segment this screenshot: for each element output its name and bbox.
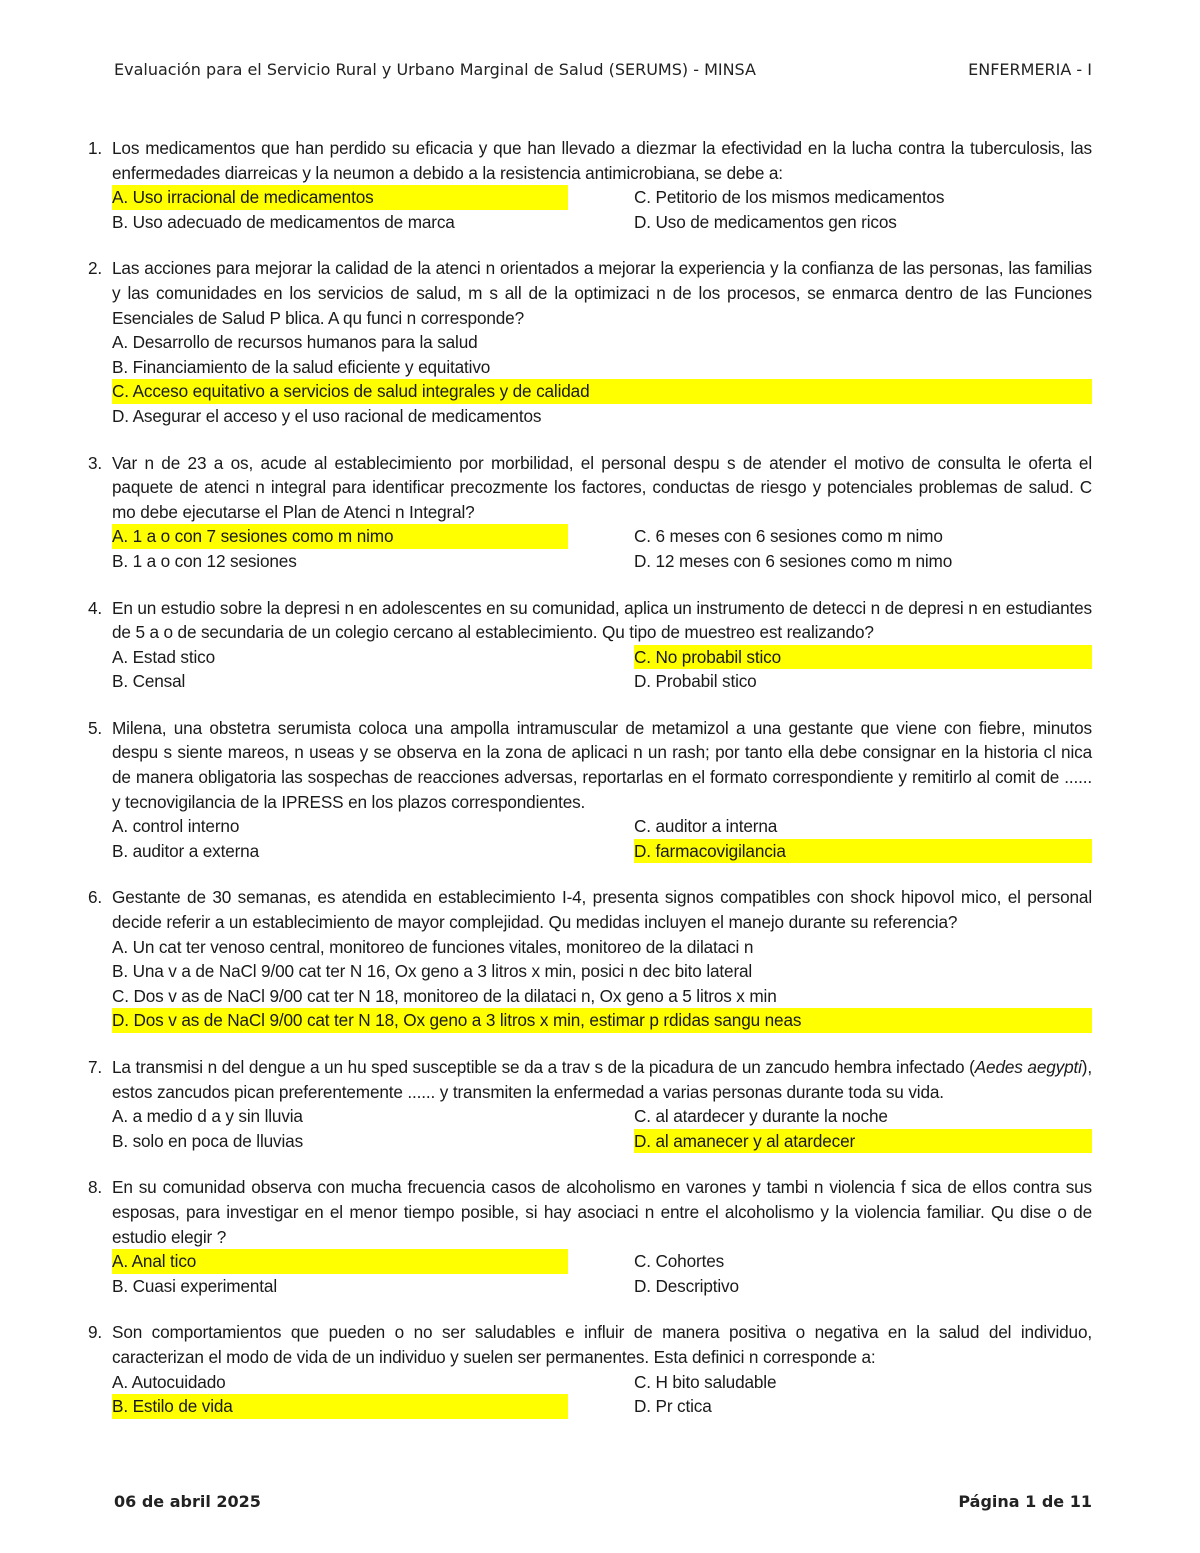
- option-b[interactable]: B. Una v a de NaCl 9/00 cat ter N 16, Ox geno a 3 litros x min, posici n dec bito lateral: [112, 961, 753, 982]
- option-c[interactable]: C. Dos v as de NaCl 9/00 cat ter N 18, monitoreo de la dilataci n, Ox geno a 5 litros x min: [112, 985, 777, 1006]
- option-d[interactable]: D. Pr ctica: [634, 1396, 712, 1417]
- option-c[interactable]: C. No probabil stico: [634, 645, 1092, 670]
- page-header: [114, 60, 1092, 79]
- question-2: [88, 256, 1092, 428]
- question-stem: Var n de 23 a os, acude al establecimiento por morbilidad, el personal despu s de atender el motivo de consulta le oferta el paquete de atenci n integral para identificar precozmente los factores, conductas de riesgo y potenciales problemas de salud. C mo debe ejecutarse el Plan de Atenci n Integral?: [112, 452, 1092, 522]
- question-stem: Son comportamientos que pueden o no ser saludables e influir de manera positiva o negativa en la salud del individuo, caracterizan el modo de vida de un individuo y suelen ser permanentes. Esta definici n corresponde a:: [112, 1322, 1092, 1367]
- question-number: 4.: [88, 597, 103, 618]
- question-number: 6.: [88, 887, 103, 908]
- header-section: ENFERMERIA - I: [968, 60, 1092, 79]
- option-c[interactable]: C. Petitorio de los mismos medicamentos: [634, 187, 945, 208]
- question-3: [88, 451, 1092, 574]
- option-d[interactable]: D. Uso de medicamentos gen ricos: [634, 211, 897, 232]
- option-c[interactable]: C. Acceso equitativo a servicios de salud integrales y de calidad: [112, 379, 1092, 404]
- option-a[interactable]: A. Uso irracional de medicamentos: [112, 185, 568, 210]
- stem-part: ), estos zancudos pican preferentemente ...... y transmiten la enfermedad a varias personas durante toda su vida.: [112, 1057, 1092, 1102]
- question-number: 9.: [88, 1322, 103, 1343]
- question-6: [88, 885, 1092, 1033]
- option-a[interactable]: A. Un cat ter venoso central, monitoreo de funciones vitales, monitoreo de la dilataci n: [112, 936, 754, 957]
- options: [112, 1104, 1092, 1153]
- option-c[interactable]: C. Cohortes: [634, 1251, 725, 1272]
- option-d[interactable]: D. farmacovigilancia: [634, 839, 1092, 864]
- option-a[interactable]: A. Desarrollo de recursos humanos para la salud: [112, 332, 478, 353]
- options: [112, 330, 1092, 428]
- question-number: 8.: [88, 1177, 103, 1198]
- option-c[interactable]: C. al atardecer y durante la noche: [634, 1106, 888, 1127]
- option-a[interactable]: A. control interno: [112, 816, 240, 837]
- option-a[interactable]: A. Autocuidado: [112, 1371, 226, 1392]
- option-b[interactable]: B. Financiamiento de la salud eficiente y equitativo: [112, 356, 491, 377]
- option-b[interactable]: B. Estilo de vida: [112, 1394, 568, 1419]
- option-d[interactable]: D. Dos v as de NaCl 9/00 cat ter N 18, Ox geno a 3 litros x min, estimar p rdidas sangu neas: [112, 1008, 1092, 1033]
- option-a[interactable]: A. 1 a o con 7 sesiones como m nimo: [112, 524, 568, 549]
- page-number: Página 1 de 11: [958, 1492, 1092, 1511]
- stem-part: La transmisi n del dengue a un hu sped susceptible se da a trav s de la picadura de un zancudo hembra infectado (: [112, 1057, 975, 1077]
- question-stem: Las acciones para mejorar la calidad de la atenci n orientados a mejorar la experiencia y la confianza de las personas, las familias y las comunidades en los servicios de salud, m s all de la optimizaci n de los procesos, se enmarca dentro de las Funciones Esenciales de Salud P blica. A qu funci n corresponde?: [112, 258, 1092, 328]
- species-name: Aedes aegypti: [974, 1057, 1082, 1077]
- footer-date: 06 de abril 2025: [114, 1492, 261, 1511]
- option-b[interactable]: B. Cuasi experimental: [112, 1275, 277, 1296]
- question-number: 7.: [88, 1057, 103, 1077]
- question-stem: Gestante de 30 semanas, es atendida en establecimiento I-4, presenta signos compatibles con shock hipovol mico, el personal decide referir a un establecimiento de mayor complejidad. Qu medidas incluyen el manejo durante su referencia?: [112, 887, 1092, 933]
- question-stem: Milena, una obstetra serumista coloca una ampolla intramuscular de metamizol a una gestante que viene con fiebre, minutos despu s siente mareos, n useas y se observa en la zona de aplicaci n un rash; por tanto ella debe consignar en la historia cl nica de manera obligatoria las sospechas de reacciones adversas, reportarlas en el formato correspondiente y remitirlo al comit de ...... y tecnovigilancia de la IPRESS en los plazos correspondientes.: [112, 717, 1092, 812]
- question-number: 5.: [88, 717, 103, 738]
- option-a[interactable]: A. a medio d a y sin lluvia: [112, 1106, 303, 1127]
- question-5: [88, 716, 1092, 864]
- option-d[interactable]: D. Descriptivo: [634, 1275, 739, 1296]
- option-b[interactable]: B. Censal: [112, 671, 186, 692]
- options: [112, 1370, 1092, 1419]
- options: [112, 814, 1092, 863]
- option-d[interactable]: D. Asegurar el acceso y el uso racional de medicamentos: [112, 405, 542, 426]
- question-1: [88, 136, 1092, 234]
- option-d[interactable]: D. al amanecer y al atardecer: [634, 1129, 1092, 1154]
- options: [112, 524, 1092, 573]
- question-7: [88, 1055, 1092, 1153]
- option-c[interactable]: C. auditor a interna: [634, 816, 778, 837]
- option-b[interactable]: B. solo en poca de lluvias: [112, 1130, 304, 1151]
- option-d[interactable]: D. 12 meses con 6 sesiones como m nimo: [634, 550, 953, 571]
- question-stem: En su comunidad observa con mucha frecuencia casos de alcoholismo en varones y tambi n violencia f sica de ellos contra sus esposas, para investigar en el menor tiempo posible, si hay asociaci n entre el alcoholismo y la violencia familiar. Qu dise o de estudio elegir ?: [112, 1177, 1092, 1247]
- question-8: [88, 1175, 1092, 1298]
- option-c[interactable]: C. 6 meses con 6 sesiones como m nimo: [634, 526, 943, 547]
- header-title: Evaluación para el Servicio Rural y Urbano Marginal de Salud (SERUMS) - MINSA: [114, 60, 756, 79]
- option-a[interactable]: A. Anal tico: [112, 1249, 568, 1274]
- option-b[interactable]: B. 1 a o con 12 sesiones: [112, 550, 297, 571]
- question-number: 3.: [88, 452, 103, 473]
- question-stem: En un estudio sobre la depresi n en adolescentes en su comunidad, aplica un instrumento de detecci n de depresi n en estudiantes de 5 a o de secundaria de un colegio cercano al establecimiento. Qu tipo de muestreo est realizando?: [112, 597, 1092, 643]
- option-b[interactable]: B. auditor a externa: [112, 840, 260, 861]
- option-a[interactable]: A. Estad stico: [112, 646, 215, 667]
- question-stem: [112, 1055, 1092, 1104]
- options: [112, 1249, 1092, 1298]
- options: [112, 185, 1092, 234]
- question-number: 1.: [88, 138, 103, 158]
- question-stem: Los medicamentos que han perdido su eficacia y que han llevado a diezmar la efectividad en la lucha contra la tuberculosis, las enfermedades diarreicas y la neumon a debido a la resistencia antimicrobiana, se debe a:: [112, 138, 1092, 183]
- question-9: [88, 1320, 1092, 1418]
- page-footer: [114, 1492, 1092, 1511]
- option-c[interactable]: C. H bito saludable: [634, 1371, 777, 1392]
- options: [112, 645, 1092, 694]
- option-b[interactable]: B. Uso adecuado de medicamentos de marca: [112, 211, 455, 232]
- question-number: 2.: [88, 258, 103, 279]
- options: [112, 935, 1092, 1033]
- option-d[interactable]: D. Probabil stico: [634, 671, 757, 692]
- question-4: [88, 596, 1092, 694]
- question-list: [88, 136, 1092, 1441]
